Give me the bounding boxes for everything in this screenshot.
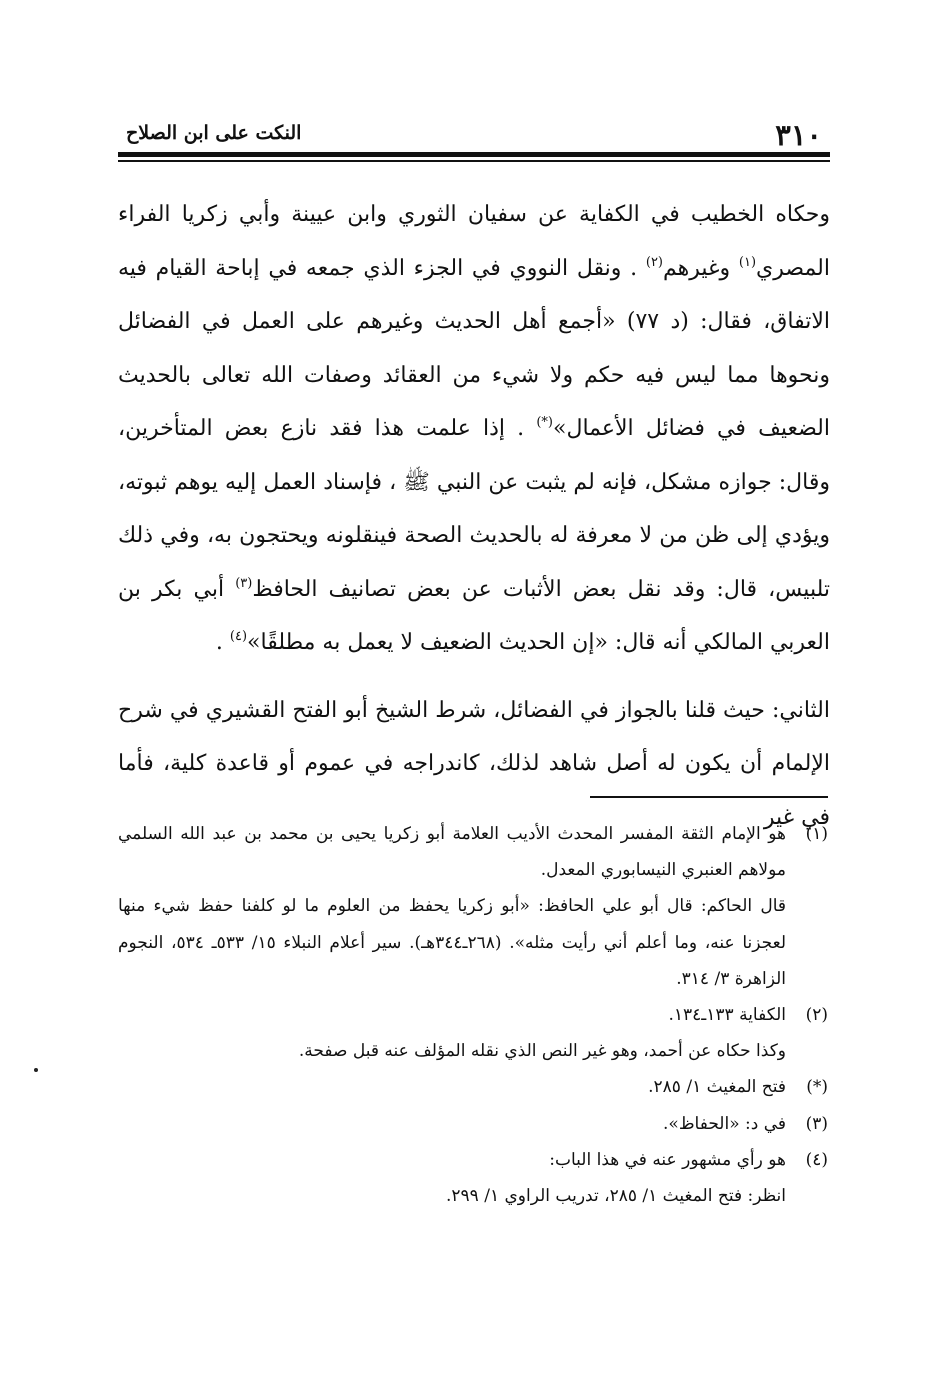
page-header [118,112,830,152]
footnote-body [118,997,786,1069]
footnote-line: في د: «الحفاظ». [663,1113,786,1134]
footnote-marker: (١) [805,824,828,844]
footnotes [118,816,828,1214]
footnote-3 [118,1106,828,1142]
footnote-star [118,1069,828,1105]
footnote-body [118,1142,786,1214]
footnote-ref-star: (*) [536,415,553,430]
scan-speck [34,1068,38,1072]
footnote-body [118,1106,786,1142]
footnote-ref-3: (٣) [235,575,253,591]
footnote-1 [118,816,828,997]
footnote-ref-4: (٤) [229,629,248,644]
footnote-line: هو رأي مشهور عنه في هذا الباب: [549,1149,786,1170]
text-segment: وغيرهم [663,255,739,281]
text-segment: وحكاه الخطيب في الكفاية عن سفيان الثوري وابن عيينة وأبي زكريا الفراء المصري [118,202,830,281]
paragraph-1 [118,188,830,670]
footnote-body [118,816,786,997]
text-segment: . ونقل النووي في الجزء الذي جمعه في إباحة القيام فيه الاتفاق، فقال: (د ٧٧) «أجمع أهل الحديث وغيرهم على العمل في الفضائل ونحوها مما ليس فيه حكم ولا شيء من العقائد وصفات الله تعالى بالحديث الضعيف في فضائل الأعمال» [118,255,830,441]
footnote-marker: (٢) [805,1005,828,1026]
header-rule-thin [118,160,830,162]
footnote-4 [118,1142,828,1214]
footnote-marker: (*) [806,1077,828,1098]
text-segment: . [215,630,230,655]
footnote-ref-2: (٢) [645,254,663,270]
running-title: النكت على ابن الصلاح [126,122,302,144]
main-text [118,188,830,844]
footnote-line: هو الإمام الثقة المفسر المحدث الأديب العلامة أبو زكريا يحيى بن محمد بن عبد الله السلمي مولاهم العنبري النيسابوري المعدل. [118,824,786,881]
footnote-2 [118,997,828,1069]
footnote-body [118,1069,786,1105]
text-segment: . إذا علمت هذا فقد نازع بعض المتأخرين، وقال: جوازه مشكل، فإنه لم يثبت عن النبي ﷺ ، فإسناد العمل إليه يوهم ثبوته، ويؤدي إلى ظن من لا معرفة له بالحديث الصحة فينقلونه ويحتجون به، وفي ذلك تلبيس، قال: وقد نقل بعض الأثبات عن بعض تصانيف الحافظ [118,416,830,602]
header-rule-thick [118,152,830,157]
paragraph-2: الثاني: حيث قلنا بالجواز في الفضائل، شرط الشيخ أبو الفتح القشيري في شرح الإلمام أن يكون له أصل شاهد لذلك، كاندراجه في عموم أو قاعدة كلية، فأما في غير [118,697,830,830]
footnote-separator [590,796,828,798]
footnote-line: وكذا حكاه عن أحمد، وهو غير النص الذي نقله المؤلف عنه قبل صفحة. [298,1041,786,1062]
footnote-line: انظر: فتح المغيث ١/ ٢٨٥، تدريب الراوي ١/ ٢٩٩. [445,1186,786,1207]
footnote-line: قال الحاكم: قال أبو علي الحافظ: «أبو زكريا يحفظ من العلوم ما لو كلفنا حفظ شيء منها لعجزنا عنه، وما أعلم أني رأيت مثله». (٢٦٨ـ٣٤٤هـ). سير أعلام النبلاء ١٥/ ٥٣٣ـ ٥٣٤، النجوم الزاهرة ٣/ ٣١٤. [118,896,787,989]
footnote-line: الكفاية ١٣٣ـ١٣٤. [668,1005,786,1026]
footnote-ref-1: (١) [738,254,757,270]
page-number: ٣١٠ [775,118,822,152]
footnote-line: فتح المغيث ١/ ٢٨٥. [648,1077,786,1098]
text-segment: أبي بكر بن العربي المالكي أنه قال: «إن الحديث الضعيف لا يعمل به مطلقًا» [118,576,830,655]
footnote-marker: (٤) [805,1149,828,1170]
footnote-marker: (٣) [805,1113,828,1134]
